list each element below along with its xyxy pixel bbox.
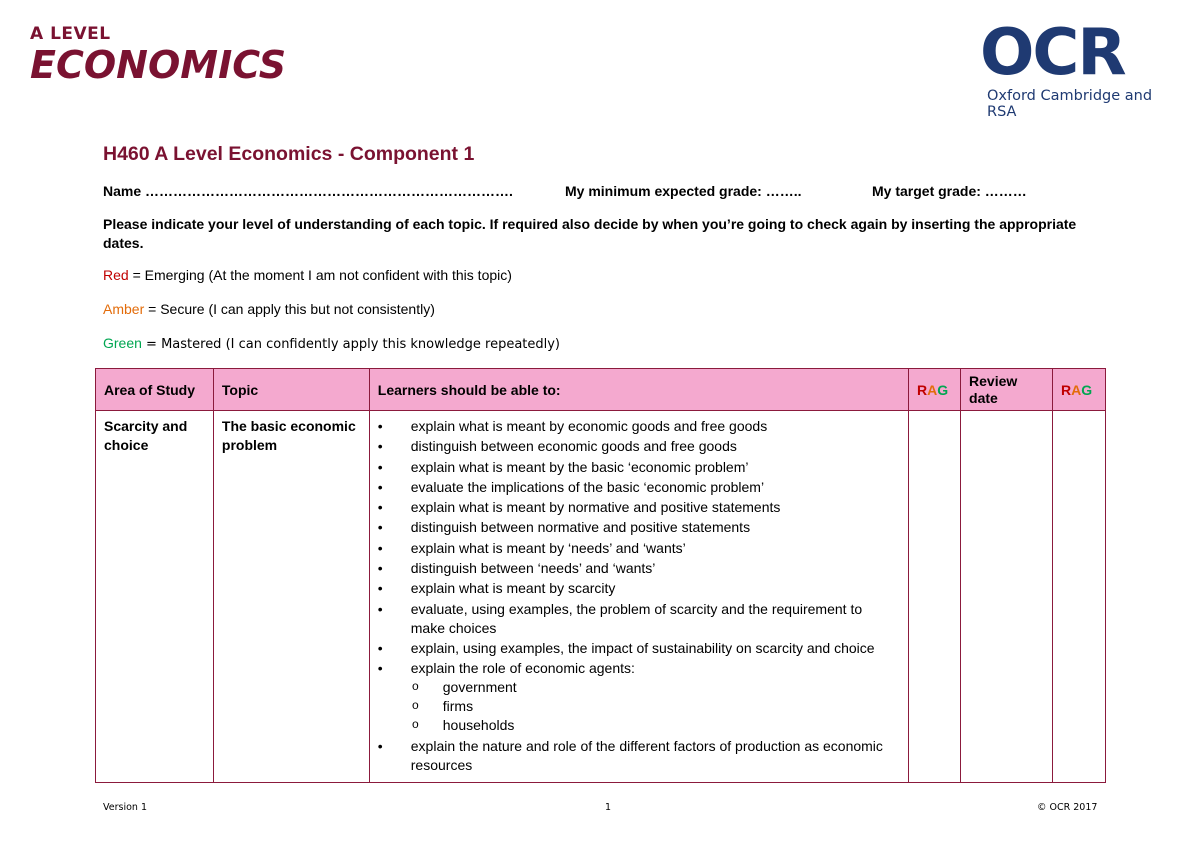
rag-g: G [1081,381,1093,398]
a-level-economics-logo [30,24,286,86]
list-item: • explain, using examples, the impact of sustainability on scarcity and choice [378,639,900,658]
logo-big-text: ECONOMICS [30,43,287,87]
header-rag-2 [1052,369,1105,411]
ocr-logo [980,16,1175,120]
header-review-date: Review date [961,369,1053,411]
rag-r: R [1060,381,1072,398]
legend-green-text: = Mastered (I can confidently apply this knowledge repeatedly) [141,337,561,352]
area-cell: Scarcity and choice [96,411,214,783]
list-item-text: explain the role of economic agents: [410,660,635,677]
sub-list-item: o government [378,678,900,697]
list-item: • evaluate the implications of the basic ‘economic problem’ [378,478,900,497]
rag-cell-1[interactable] [909,411,961,783]
list-item: • explain what is meant by the basic ‘economic problem’ [378,458,900,477]
legend-amber-key: Amber [103,301,145,317]
rag-table [95,368,1106,783]
list-item: • distinguish between economic goods and free goods [378,437,900,456]
page-title: H460 A Level Economics - Component 1 [103,143,475,165]
sub-list-item: o firms [378,697,900,716]
list-item: • explain the nature and role of the different factors of production as economic resources [378,737,900,775]
legend-red-text: = Emerging (At the moment I am not confident with this topic) [128,267,512,283]
footer-version: Version 1 [103,802,147,813]
agents-sublist [378,678,900,735]
rag-a: A [1071,381,1082,398]
ocr-tagline: Oxford Cambridge and RSA [987,88,1153,120]
learners-cell [369,411,908,783]
legend-red-key: Red [103,267,129,283]
legend-green [103,335,560,352]
header-topic: Topic [213,369,369,411]
ocr-logo-text: OCR [980,16,1125,90]
name-field: Name ……………………………………………………………………. [103,183,513,199]
header-area: Area of Study [96,369,214,411]
table-row [96,411,1106,783]
instructions: Please indicate your level of understanding of each topic. If required also decide by when you’re going to check again by inserting the appropriate dates. [103,216,1077,251]
logo-small-text: A LEVEL [30,24,111,44]
list-item: • distinguish between normative and positive statements [378,518,900,537]
legend-amber [103,301,435,317]
rag-g: G [937,381,949,398]
footer-copyright: © OCR 2017 [1037,802,1098,813]
objectives-list [378,417,900,775]
legend-amber-text: = Secure (I can apply this but not consistently) [144,301,435,317]
list-item: • distinguish between ‘needs’ and ‘wants’ [378,559,900,578]
footer-page-number: 1 [605,802,612,813]
rag-cell-2[interactable] [1052,411,1105,783]
header-learners: Learners should be able to: [369,369,908,411]
review-date-cell[interactable] [961,411,1053,783]
rag-r: R [917,381,928,398]
list-item: • explain what is meant by economic goods and free goods [378,417,900,436]
legend-red [103,267,512,283]
topic-cell: The basic economic problem [213,411,369,783]
header-rag-1 [909,369,961,411]
min-grade-field: My minimum expected grade: …….. [565,183,802,199]
table-header-row [96,369,1106,411]
list-item: • explain what is meant by scarcity [378,579,900,598]
list-item: • explain what is meant by normative and positive statements [378,498,900,517]
list-item-with-subitems [378,659,900,735]
list-item: • explain what is meant by ‘needs’ and ‘wants’ [378,539,900,558]
target-grade-field: My target grade: ……… [872,183,1027,199]
list-item: • evaluate, using examples, the problem of scarcity and the requirement to make choices [378,600,900,638]
legend-green-key: Green [103,335,142,351]
rag-a: A [927,381,938,398]
sub-list-item: o households [378,716,900,735]
